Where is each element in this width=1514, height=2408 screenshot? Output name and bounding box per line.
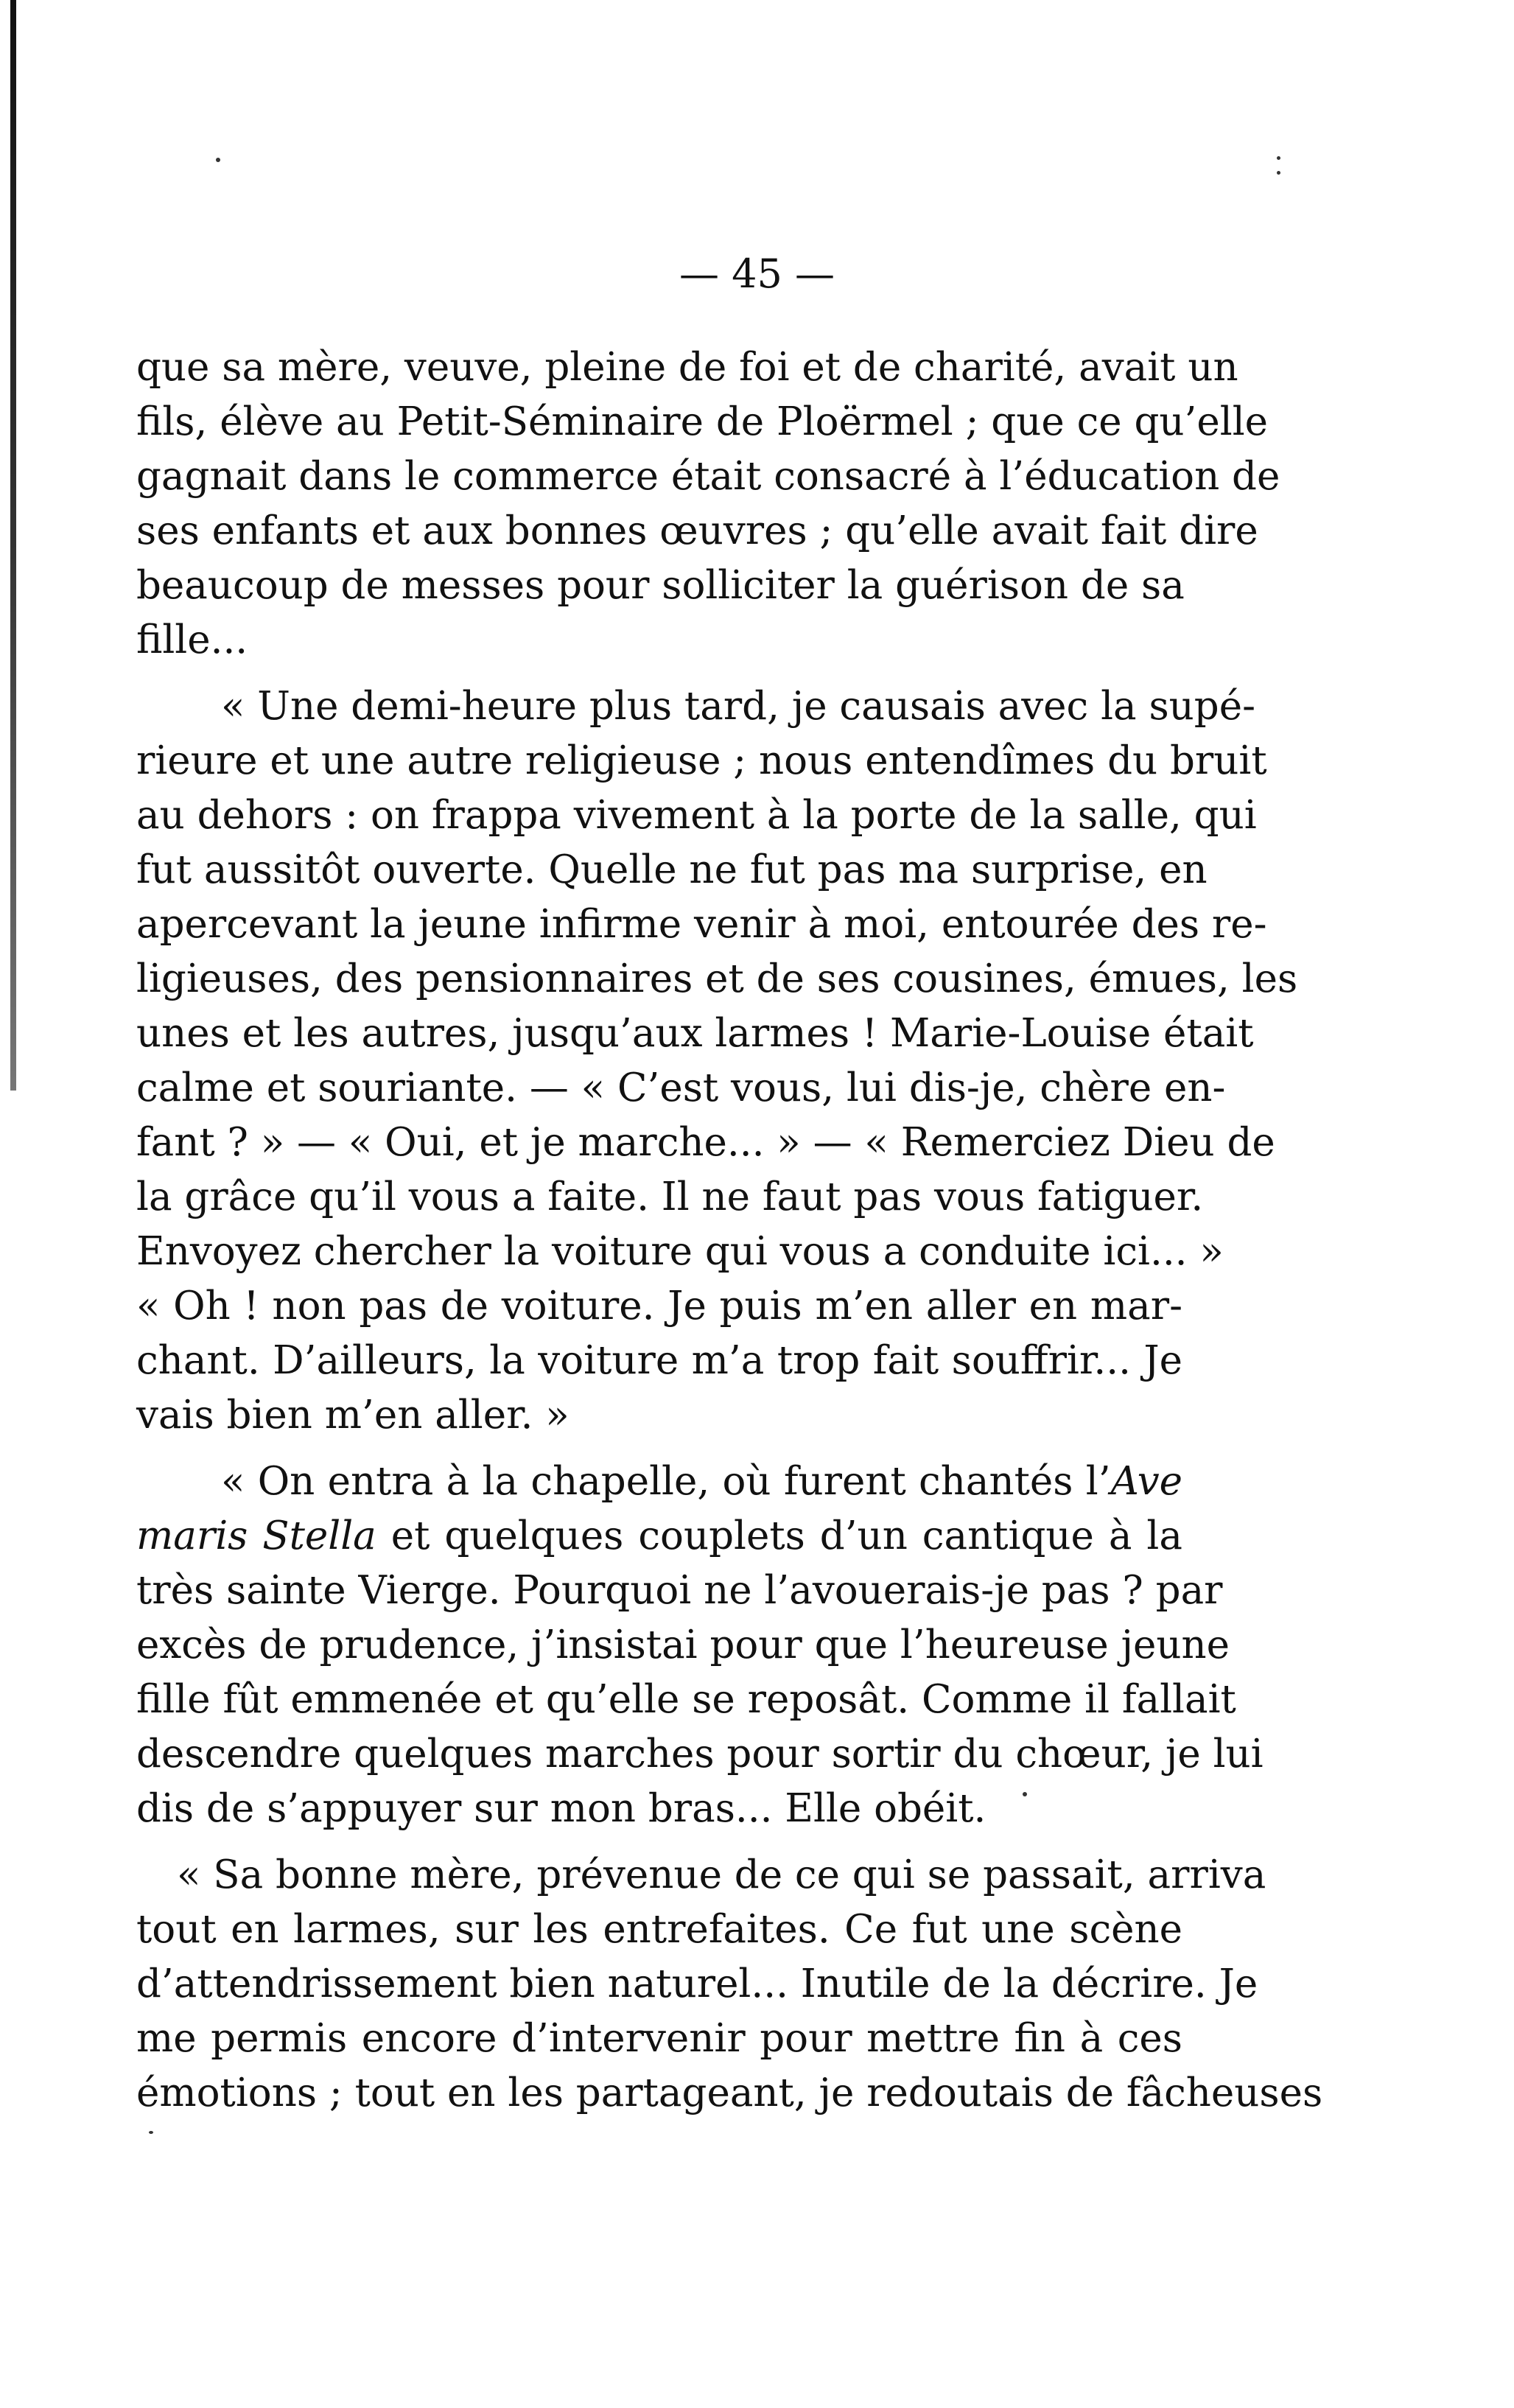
text-line <box>136 1564 1223 1618</box>
print-speck <box>149 2131 153 2134</box>
text-segment: très sainte Vierge. Pourquoi ne l’avouerais-je pas ? par <box>136 1568 1223 1613</box>
text-segment: apercevant la jeune infirme venir à moi, entourée des re- <box>136 902 1267 947</box>
text-segment: et quelques couplets d’un cantique à la <box>376 1513 1182 1558</box>
text-segment: gagnait dans le commerce était consacré à l’éducation de <box>136 454 1280 499</box>
text-line <box>136 1279 1182 1334</box>
text-line <box>136 1727 1264 1782</box>
text-line <box>136 734 1267 788</box>
text-segment: « Oh ! non pas de voiture. Je puis m’en aller en mar- <box>136 1284 1182 1329</box>
page-spine-shadow <box>10 0 16 1091</box>
text-line <box>136 1957 1258 2012</box>
text-line <box>136 559 1185 613</box>
text-line <box>136 1116 1275 1170</box>
paragraph-gap <box>136 1836 1182 1848</box>
text-line <box>136 1509 1182 1564</box>
paragraph-gap <box>136 668 1182 679</box>
text-line <box>136 1170 1204 1225</box>
text-segment: ses enfants et aux bonnes œuvres ; qu’elle avait fait dire <box>136 508 1258 553</box>
text-segment: que sa mère, veuve, pleine de foi et de charité, avait un <box>136 345 1238 390</box>
text-segment: fils, élève au Petit-Séminaire de Ploërmel ; que ce qu’elle <box>136 399 1269 444</box>
text-segment: « Une demi-heure plus tard, je causais avec la supé- <box>221 684 1256 729</box>
text-segment: rieure et une autre religieuse ; nous entendîmes du bruit <box>136 738 1267 783</box>
text-line <box>136 1061 1226 1116</box>
text-segment: me permis encore d’intervenir pour mettre fin à ces <box>136 2016 1182 2061</box>
text-line <box>136 1618 1230 1673</box>
text-line <box>136 843 1208 897</box>
text-segment: descendre quelques marches pour sortir du chœur, je lui <box>136 1732 1264 1777</box>
text-line <box>136 2066 1323 2121</box>
text-segment: fut aussitôt ouverte. Quelle ne fut pas ma surprise, en <box>136 847 1208 892</box>
italic-text: Ave <box>1110 1459 1182 1504</box>
text-segment: au dehors : on frappa vivement à la porte de la salle, qui <box>136 793 1257 838</box>
text-segment: ligieuses, des pensionnaires et de ses cousines, émues, les <box>136 956 1298 1001</box>
print-speck <box>216 158 220 162</box>
text-line <box>136 1455 1182 1509</box>
paragraph-gap <box>136 1443 1182 1455</box>
text-line <box>136 788 1257 843</box>
text-segment: beaucoup de messes pour solliciter la guérison de sa <box>136 563 1185 608</box>
text-line <box>136 1388 1182 1443</box>
text-line <box>136 1782 1182 1836</box>
text-line <box>136 1903 1182 1957</box>
text-segment: fille fût emmenée et qu’elle se reposât. Comme il fallait <box>136 1677 1236 1722</box>
print-speck <box>1277 156 1280 160</box>
text-line <box>136 1225 1224 1279</box>
print-speck <box>1277 171 1280 175</box>
text-segment: émotions ; tout en les partageant, je redoutais de fâcheuses <box>136 2071 1323 2115</box>
text-segment: chant. D’ailleurs, la voiture m’a trop fait souffrir... Je <box>136 1338 1182 1383</box>
text-line <box>136 679 1256 734</box>
text-segment: fille... <box>136 617 248 662</box>
text-line <box>136 952 1298 1007</box>
text-line <box>136 897 1267 952</box>
text-segment: fant ? » — « Oui, et je marche... » — « Remerciez Dieu de <box>136 1120 1275 1165</box>
text-segment: tout en larmes, sur les entrefaites. Ce fut une scène <box>136 1907 1182 1952</box>
text-segment: dis de s’appuyer sur mon bras... Elle obéit. <box>136 1786 986 1831</box>
text-segment: unes et les autres, jusqu’aux larmes ! Marie-Louise était <box>136 1011 1254 1056</box>
text-line <box>136 395 1269 449</box>
text-segment: la grâce qu’il vous a faite. Il ne faut pas vous fatiguer. <box>136 1175 1204 1219</box>
text-segment: Envoyez chercher la voiture qui vous a conduite ici... » <box>136 1229 1224 1274</box>
page-number: — 45 — <box>679 251 835 297</box>
text-line <box>136 449 1280 504</box>
text-segment: excès de prudence, j’insistai pour que l’heureuse jeune <box>136 1623 1230 1667</box>
text-line <box>136 1673 1236 1727</box>
text-line <box>136 1007 1254 1061</box>
text-segment: calme et souriante. — « C’est vous, lui dis-je, chère en- <box>136 1065 1226 1110</box>
text-segment: d’attendrissement bien naturel... Inutile de la décrire. Je <box>136 1961 1258 2006</box>
text-line <box>136 504 1258 559</box>
italic-text: maris Stella <box>136 1513 376 1558</box>
text-line <box>136 613 1182 668</box>
text-line <box>136 340 1238 395</box>
text-segment: vais bien m’en aller. » <box>136 1393 569 1438</box>
text-line <box>136 1848 1266 1903</box>
text-segment: « Sa bonne mère, prévenue de ce qui se passait, arriva <box>177 1852 1266 1897</box>
text-line <box>136 2012 1182 2066</box>
text-segment: « On entra à la chapelle, où furent chantés l’ <box>221 1459 1111 1504</box>
text-line <box>136 1334 1182 1388</box>
body-text <box>136 340 1323 2121</box>
